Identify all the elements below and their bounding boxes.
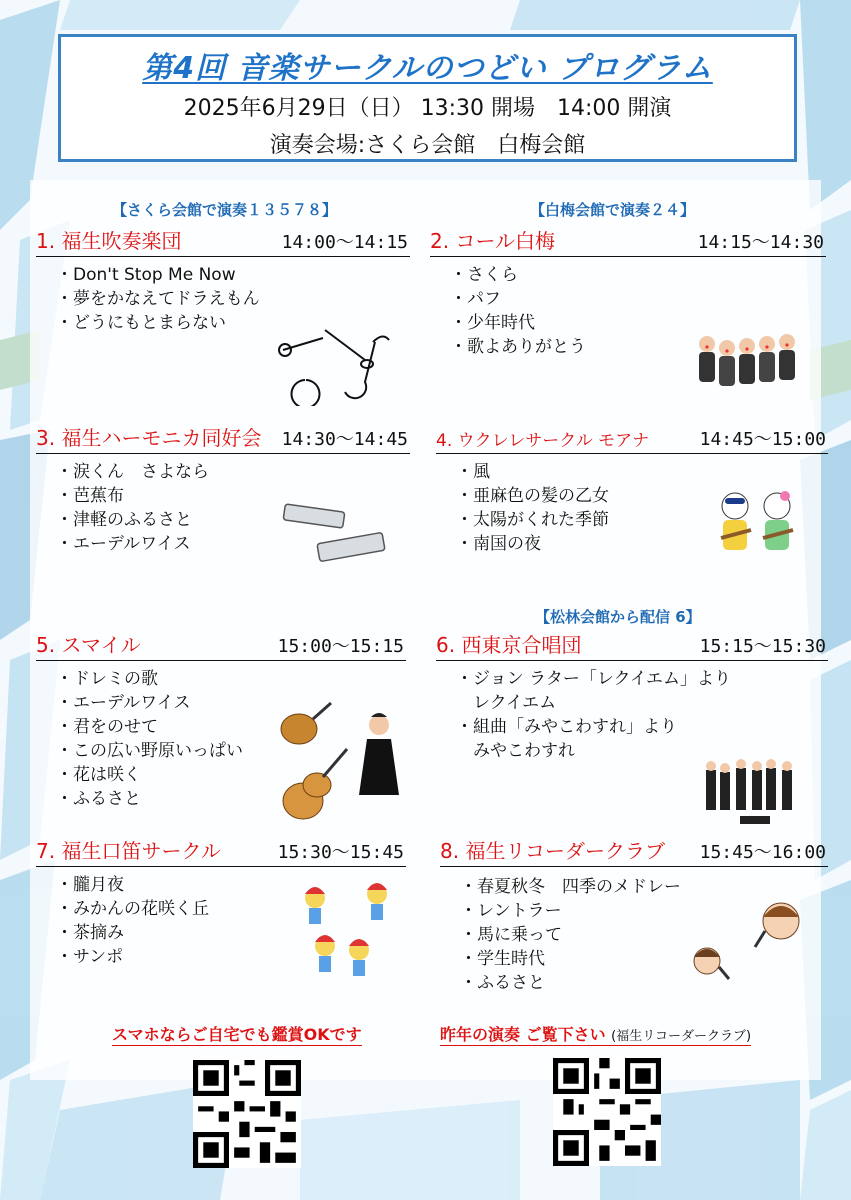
section-time: 15:15～15:30 [699,636,826,657]
section-time: 14:15～14:30 [697,232,824,253]
song-item: レクイエム [456,693,557,713]
section-title: 7. 福生口笛サークル [36,839,221,863]
harmonica-illustration [280,500,410,572]
brass-instruments-illustration [275,322,395,406]
program-section-6 [436,634,828,763]
song-item: ・馬に乗って [460,925,562,945]
song-item: ・さくら [450,265,518,285]
song-item: ・津軽のふるさと [56,510,192,530]
event-datetime: 2025年6月29日（日） 13:30 開場 14:00 開演 [183,96,672,121]
section-header [436,634,828,661]
song-item: みやこわすれ [456,741,575,761]
song-item: ・歌よありがとう [450,337,586,357]
title-box [58,34,797,162]
section-title: 6. 西東京合唱団 [436,633,582,657]
last-year-performance-link[interactable] [440,1022,751,1046]
song-item: ・サンポ [56,947,124,967]
section-time: 14:00～14:15 [281,232,408,253]
qr-code-left[interactable] [193,1060,301,1168]
song-item: ・ふるさと [460,973,545,993]
event-venue: 演奏会場:さくら会館 白梅会館 [269,133,586,158]
song-item: ・エーデルワイス [56,693,191,713]
song-item: ・春夏秋冬 四季のメドレー [460,877,681,897]
section-header [36,427,410,454]
song-list [436,667,828,763]
venue-note-shiraume: 【白梅会館で演奏２４】 [530,201,696,219]
song-item: ・君をのせて [56,717,158,737]
section-header [430,230,826,257]
recorder-players-illustration [685,895,810,985]
section-title: 1. 福生吹奏楽団 [36,229,182,253]
song-item: ・どうにもとまらない [56,313,226,333]
song-item: ・芭蕉布 [56,486,124,506]
section-time: 15:45～16:00 [699,842,826,863]
song-item: ・レントラー [460,901,562,921]
section-title: 2. コール白梅 [430,229,556,253]
song-item: ・夢をかなえてドラえもん [56,289,260,309]
song-item: ・エーデルワイス [56,534,191,554]
song-item: ・朧月夜 [56,875,124,895]
section-title: 3. 福生ハーモニカ同好会 [36,426,262,450]
song-item: ・学生時代 [460,949,545,969]
last-year-link-note: (福生リコーダークラブ) [611,1029,752,1044]
venue-note-sakura: 【さくら会館で演奏１３５７８】 [112,201,338,219]
qr-code-right[interactable] [553,1058,661,1166]
section-header [36,230,410,257]
section-header [36,840,406,867]
section-time: 14:45～15:00 [699,429,826,450]
song-item: ・みかんの花咲く丘 [56,899,209,919]
song-item: ・茶摘み [56,923,124,943]
whistling-children-illustration [295,880,405,980]
song-item: ・太陽がくれた季節 [456,510,609,530]
section-time: 15:30～15:45 [277,842,404,863]
song-item: ・少年時代 [450,313,535,333]
mixed-choir-illustration [700,758,805,830]
song-item: ・花は咲く [56,765,141,785]
song-item: ・風 [456,462,490,482]
ukulele-cats-illustration [715,488,800,564]
mandolin-guitar-illustration [275,695,405,825]
program-section-1 [36,230,410,335]
song-item: ・南国の夜 [456,534,541,554]
song-item: ・ジョン ラター「レクイエム」より [456,669,732,689]
section-title: 4. ウクレレサークル モアナ [436,431,650,451]
venue-note-shorin: 【松林会館から配信 6】 [535,608,701,626]
song-item: ・Don't Stop Me Now [56,265,236,285]
song-item: ・組曲「みやこわすれ」より [456,717,677,737]
program-title: 第4回 音楽サークルのつどい プログラム [142,51,713,86]
section-title: 5. スマイル [36,633,141,657]
song-item: ・この広い野原いっぱい [56,741,243,761]
section-header [436,427,828,454]
song-item: ・パフ [450,289,501,309]
section-time: 14:30～14:45 [281,429,408,450]
section-time: 15:00～15:15 [277,636,404,657]
last-year-link-text: 昨年の演奏 ご覧下さい [440,1025,606,1044]
song-item: ・ドレミの歌 [56,669,158,689]
section-header [440,840,828,867]
section-header [36,634,406,661]
song-item: ・涙くん さよなら [56,462,209,482]
section-title: 8. 福生リコーダークラブ [440,839,666,863]
song-item: ・ふるさと [56,789,141,809]
song-item: ・亜麻色の髪の乙女 [456,486,609,506]
choir-illustration [695,330,800,390]
home-viewing-link[interactable]: スマホならご自宅でも鑑賞OKです [112,1022,362,1046]
